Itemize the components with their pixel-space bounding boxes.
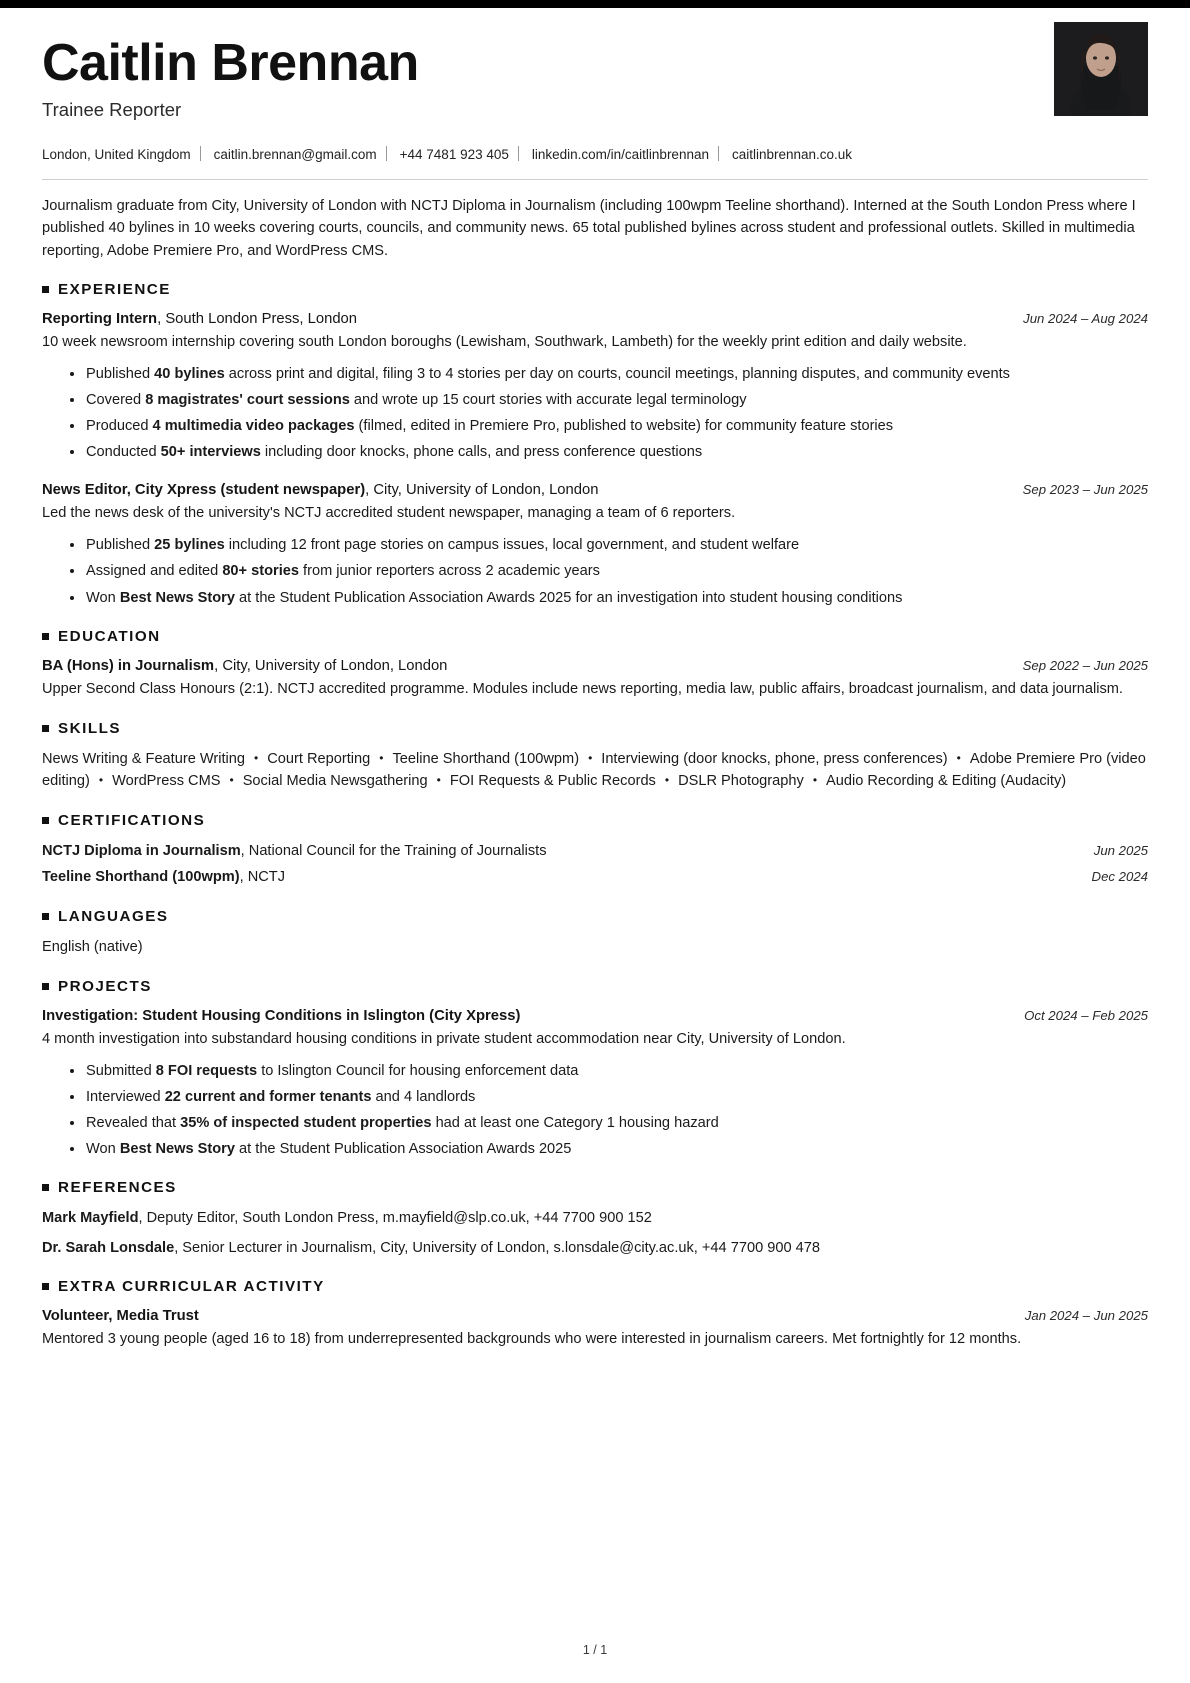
bullet-strong: 8 magistrates' court sessions [145,391,350,408]
bullet-strong: 8 FOI requests [155,1062,258,1079]
contact-phone[interactable]: +44 7481 923 405 [399,147,509,163]
skills-list [42,748,1148,793]
certification-row [42,866,1148,889]
candidate-name: Caitlin Brennan [42,34,419,92]
extra-curricular-entry [42,1306,1148,1351]
bullet-strong: Best News Story [119,1141,235,1158]
entry-date: Sep 2023 – Jun 2025 [1022,482,1148,498]
skill-separator-icon: • [229,773,234,788]
bullet-pre: Submitted [86,1062,156,1079]
skill-item: DSLR Photography [678,773,804,790]
list-item [70,1086,1148,1108]
skill-separator-icon: • [254,750,259,765]
square-bullet-icon [42,913,49,920]
bullet-post: across print and digital, filing 3 to 4 stories per day on courts, council meetings, planning disputes, and community events [224,365,1010,382]
skill-item: WordPress CMS [112,773,221,790]
certification-name: NCTJ Diploma in Journalism [42,842,241,859]
section-heading-references [42,1179,1148,1196]
candidate-headline: Trainee Reporter [42,99,182,121]
skill-separator-icon: • [436,773,441,788]
skill-separator-icon: • [664,773,670,788]
certification-label [42,840,547,863]
list-item [70,534,1148,556]
resume-header [42,8,1148,122]
section-heading-skills [42,720,1148,737]
bullet-post: and 4 landlords [371,1088,476,1105]
bullet-post: including 12 front page stories on campus issues, local government, and student welfare [224,537,800,554]
certification-date: Jun 2025 [1093,842,1148,858]
list-item [70,415,1148,437]
skill-item: Court Reporting [267,750,371,767]
skill-item: News Writing & Feature Writing [42,750,246,767]
entry-bullet-list [42,1060,1148,1161]
list-item [70,587,1148,609]
entry-title [42,309,357,330]
contact-divider [718,146,719,161]
reference-details: , Deputy Editor, South London Press, m.mayfield@slp.co.uk, +44 7700 900 152 [138,1210,652,1227]
bullet-pre: Interviewed [86,1088,165,1105]
section-certifications [42,812,1148,889]
entry-date: Jan 2024 – Jun 2025 [1024,1308,1148,1324]
entry-title [42,1306,199,1327]
certification-issuer: , National Council for the Training of Journalists [240,842,547,859]
profile-photo-graphic [1054,22,1148,116]
section-title-text: SKILLS [58,719,122,737]
entry-date: Jun 2024 – Aug 2024 [1023,310,1148,326]
activity-role: Volunteer, Media Trust [42,1308,199,1325]
reference-name: Dr. Sarah Lonsdale [42,1239,175,1256]
entry-description: 4 month investigation into substandard housing conditions in private student accommodation near City, University of London. [42,1030,846,1047]
profile-photo [1054,22,1148,116]
square-bullet-icon [42,725,49,732]
entry-description: Upper Second Class Honours (2:1). NCTJ accredited programme. Modules include news reporting, media law, public affairs, broadcast journalism, and data journalism. [42,680,1123,697]
bullet-strong: 80+ stories [222,563,299,580]
section-skills [42,720,1148,793]
square-bullet-icon [42,983,49,990]
section-heading-projects [42,978,1148,995]
contact-linkedin[interactable]: linkedin.com/in/caitlinbrennan [531,147,709,163]
contact-divider [386,146,387,161]
bullet-pre: Published [86,537,155,554]
bullet-post: (filmed, edited in Premiere Pro, published to website) for community feature stories [354,417,894,434]
bullet-strong: 50+ interviews [160,444,261,461]
entry-header [42,1306,1148,1327]
bullet-pre: Covered [86,391,146,408]
education-entry [42,656,1148,701]
section-education [42,628,1148,701]
bullet-strong: 40 bylines [154,365,225,382]
section-heading-education [42,628,1148,645]
skill-item: Audio Recording & Editing (Audacity) [826,773,1067,790]
entry-header [42,309,1148,330]
contact-website[interactable]: caitlinbrennan.co.uk [731,147,853,163]
section-title-text: PROJECTS [58,977,152,995]
section-projects [42,978,1148,1161]
contact-location: London, United Kingdom [42,147,191,163]
bullet-post: and wrote up 15 court stories with accurate legal terminology [349,391,747,408]
certification-row [42,840,1148,863]
entry-header [42,1006,1148,1027]
entry-company: , South London Press, London [157,310,358,327]
section-heading-experience [42,281,1148,298]
section-title-text: REFERENCES [58,1179,177,1197]
section-extra-curricular [42,1278,1148,1351]
bullet-pre: Won [86,589,120,606]
skill-item: FOI Requests & Public Records [449,773,656,790]
reference-name: Mark Mayfield [42,1210,139,1227]
bullet-strong: 25 bylines [154,537,225,554]
entry-degree: BA (Hons) in Journalism [42,657,215,674]
skill-separator-icon: • [588,750,593,765]
entry-description: Led the news desk of the university's NCTJ accredited student newspaper, managing a team of 6 reporters. [42,505,736,522]
entry-description: Mentored 3 young people (aged 16 to 18) from underrepresented backgrounds who were interested in journalism careers. Met fortnightly for 12 months. [42,1331,1022,1348]
square-bullet-icon [42,286,49,293]
reference-row [42,1207,1148,1230]
entry-description: 10 week newsroom internship covering south London boroughs (Lewisham, Southwark, Lambeth) for the weekly print edition and daily website. [42,333,967,350]
entry-role: News Editor, City Xpress (student newspaper) [42,482,366,499]
list-item [70,441,1148,463]
square-bullet-icon [42,633,49,640]
experience-entry [42,309,1148,464]
entry-title [42,656,447,677]
list-item [70,1112,1148,1134]
bullet-strong: 22 current and former tenants [164,1088,372,1105]
square-bullet-icon [42,1184,49,1191]
list-item [70,389,1148,411]
skill-item: Teeline Shorthand (100wpm) [392,750,580,767]
page-footer [0,1643,1190,1657]
bullet-pre: Assigned and edited [86,563,223,580]
language-item: English (native) [42,939,143,955]
project-entry [42,1006,1148,1161]
top-accent-bar [0,0,1190,8]
bullet-pre: Conducted [86,444,161,461]
contact-email[interactable]: caitlin.brennan@gmail.com [213,147,377,163]
entry-title [42,1006,520,1027]
list-item [70,1060,1148,1082]
section-title-text: EDUCATION [58,627,161,645]
bullet-pre: Produced [86,417,153,434]
certification-label [42,866,285,889]
section-title-text: EXTRA CURRICULAR ACTIVITY [58,1278,325,1296]
bullet-pre: Revealed that [86,1114,181,1131]
bullet-post: had at least one Category 1 housing hazard [431,1114,719,1131]
reference-row [42,1237,1148,1260]
entry-header [42,480,1148,501]
skill-separator-icon: • [956,750,961,765]
list-item [70,363,1148,385]
entry-bullet-list [42,534,1148,609]
bullet-post: including door knocks, phone calls, and press conference questions [260,444,703,461]
bullet-post: from junior reporters across 2 academic years [298,563,600,580]
section-heading-certifications [42,812,1148,829]
section-experience [42,281,1148,609]
reference-details: , Senior Lecturer in Journalism, City, University of London, s.lonsdale@city.ac.uk, +44 7700 900 478 [174,1239,820,1256]
bullet-post: at the Student Publication Association Awards 2025 for an investigation into student housing conditions [234,589,903,606]
section-languages [42,908,1148,959]
square-bullet-icon [42,1283,49,1290]
entry-institution: , City, University of London, London [214,657,448,674]
skill-separator-icon: • [812,773,818,788]
bullet-post: at the Student Publication Association Awards 2025 [234,1141,572,1158]
certification-name: Teeline Shorthand (100wpm) [42,869,240,886]
certification-date: Dec 2024 [1091,869,1148,885]
project-name: Investigation: Student Housing Conditions in Islington (City Xpress) [42,1007,521,1024]
page-number: 1 / 1 [582,1643,608,1657]
certification-issuer: , NCTJ [239,869,285,886]
bullet-strong: 35% of inspected student properties [180,1114,432,1131]
entry-role: Reporting Intern [42,310,158,327]
skill-separator-icon: • [98,773,104,788]
contact-divider [200,146,201,161]
entry-bullet-list [42,363,1148,464]
bullet-pre: Published [86,365,155,382]
bullet-post: to Islington Council for housing enforcement data [257,1062,579,1079]
header-divider [42,179,1148,180]
section-title-text: CERTIFICATIONS [58,811,206,829]
bullet-strong: 4 multimedia video packages [152,417,355,434]
contact-divider [518,146,519,161]
skill-item: Interviewing (door knocks, phone, press conferences) [601,750,948,767]
section-heading-extra-curricular [42,1278,1148,1295]
bullet-pre: Won [86,1141,120,1158]
resume-content [0,8,1190,1351]
entry-title [42,480,598,501]
square-bullet-icon [42,817,49,824]
bullet-strong: Best News Story [119,589,235,606]
entry-date: Sep 2022 – Jun 2025 [1022,657,1148,673]
section-title-text: LANGUAGES [58,908,169,925]
skill-separator-icon: • [379,750,384,765]
section-heading-languages [42,908,1148,925]
summary-text: Journalism graduate from City, University of London with NCTJ Diploma in Journalism (including 100wpm Teeline shorthand). Interned at the South London Press where I published 40 bylines in 10 weeks covering courts, councils, and community news. 65 total published bylines across student and professional outlets. Skilled in multimedia reporting, Adobe Premiere Pro, and WordPress CMS. [42,198,1136,259]
skill-item: Social Media Newsgathering [242,773,428,790]
entry-company: , City, University of London, London [365,482,599,499]
entry-header [42,656,1148,677]
list-item [70,1138,1148,1160]
entry-date: Oct 2024 – Feb 2025 [1024,1007,1148,1023]
experience-entry [42,480,1148,608]
section-references [42,1179,1148,1259]
contact-bar [42,144,1148,165]
section-title-text: EXPERIENCE [58,280,171,298]
list-item [70,560,1148,582]
skill-item: Adobe Premiere Pro (video editing) [42,750,1146,790]
